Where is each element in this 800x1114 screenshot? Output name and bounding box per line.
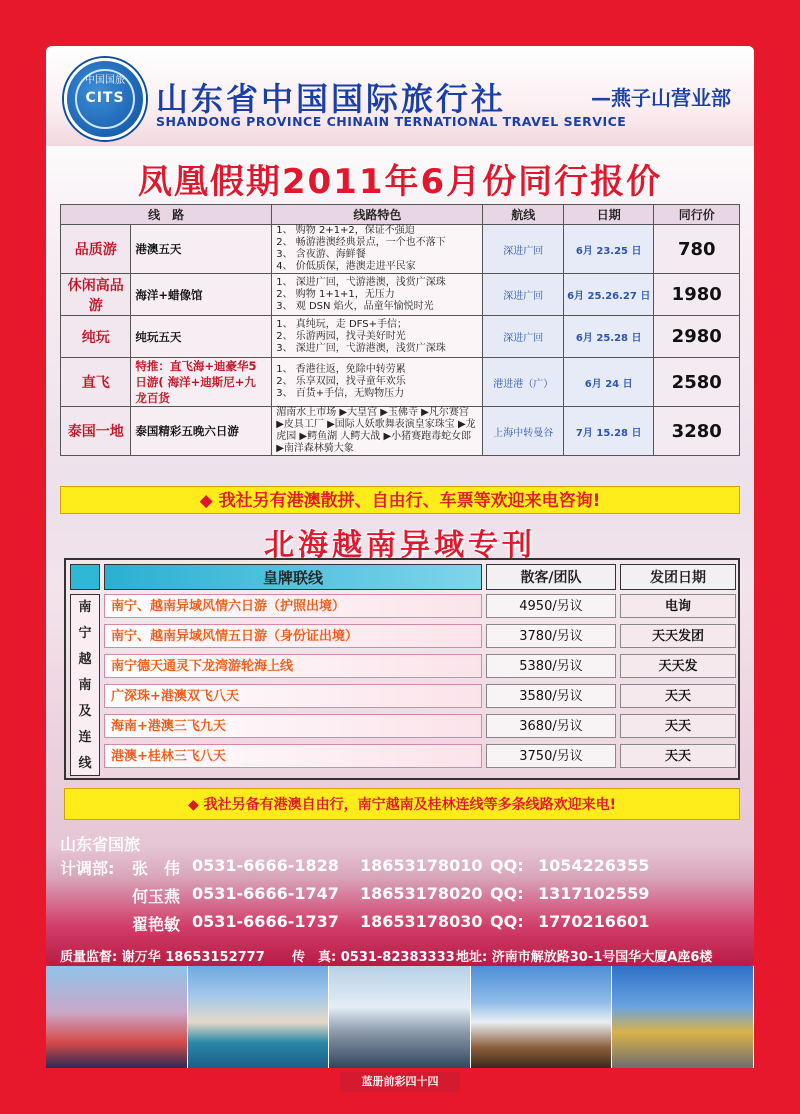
row-route: 海洋+蜡像馆 [131, 274, 272, 316]
row-price: 3680/另议 [486, 714, 616, 738]
contact-mobile: 18653178030 [360, 912, 483, 931]
row-price: 3780/另议 [486, 624, 616, 648]
row-date: 天天发 [620, 654, 736, 678]
row-price: 3750/另议 [486, 744, 616, 768]
company-name-en: SHANDONG PROVINCE CHINAIN TERNATIONAL TRAVEL SERVICE [156, 114, 627, 129]
row-price: 4950/另议 [486, 594, 616, 618]
row-route: 泰国精彩五晚六日游 [131, 407, 272, 456]
vietnam-table [64, 558, 740, 780]
row-route: 南宁、越南异域风情五日游（身份证出境） [104, 624, 482, 648]
row-date: 6月 24 日 [563, 358, 654, 407]
table-row [61, 407, 740, 456]
row-date: 天天 [620, 744, 736, 768]
feature-line: 2、 乐享双园，找寻童年欢乐 [276, 376, 406, 387]
row-price: 3280 [654, 407, 740, 456]
feature-line: 1、 香港往返，免除中转劳累 [276, 364, 406, 375]
contact-qq: 1317102559 [538, 884, 650, 903]
table-row [61, 225, 740, 274]
col-price: 同行价 [654, 205, 740, 225]
row-category: 品质游 [61, 225, 131, 274]
contact-mobile: 18653178020 [360, 884, 483, 903]
photo-waterfront-cafe [471, 966, 613, 1068]
side-label [70, 594, 100, 776]
photo-disney-castle [46, 966, 188, 1068]
photo-harbor-skyline [329, 966, 471, 1068]
row-air: 上海中转曼谷 [483, 407, 563, 456]
quality-supervisor: 质量监督: 谢万华 18653152777 [60, 950, 265, 965]
cits-logo-icon [64, 58, 146, 140]
row-route: 广深珠+港澳双飞八天 [104, 684, 482, 708]
col-route: 皇牌联线 [104, 564, 482, 590]
row-route: 特推：直飞海+迪豪华5 日游( 海洋+迪斯尼+九龙百货 [131, 358, 272, 407]
section-title: 北海越南异域专刊 [264, 528, 536, 563]
row-date: 6月 25.26.27 日 [563, 274, 654, 316]
content-sheet [46, 46, 754, 966]
row-route: 纯玩五天 [131, 316, 272, 358]
row-air: 港进港（广） [483, 358, 563, 407]
row-route: 港澳五天 [131, 225, 272, 274]
feature-line: 1、 深进广回，弋游港澳，浅赏广深珠 [276, 276, 446, 288]
row-features [272, 358, 483, 407]
contact-qq: 1054226355 [538, 856, 650, 875]
col-date: 日期 [563, 205, 654, 225]
table-row [61, 274, 740, 316]
table-row [104, 744, 736, 770]
row-price: 780 [654, 225, 740, 274]
col-features: 线路特色 [272, 205, 483, 225]
row-price: 1980 [654, 274, 740, 316]
feature-line: 2、 乐游两园，找寻美好时光 [276, 330, 406, 342]
feature-line: 4、 价低质保，港澳走进平民家 [276, 261, 416, 272]
notice-banner: ◆ 我社另有港澳散拼、自由行、车票等欢迎来电咨询! [60, 486, 740, 514]
company-name-cn: 山东省中国国际旅行社 [156, 80, 507, 118]
row-route: 港澳+桂林三飞八天 [104, 744, 482, 768]
feature-line: 3、 百货+手信，无购物压力 [276, 388, 405, 399]
table-header-row [61, 205, 740, 225]
header-blank [70, 564, 100, 590]
table-row [104, 714, 736, 740]
header [46, 46, 754, 146]
table-row [104, 684, 736, 710]
row-category: 泰国一地 [61, 407, 131, 456]
row-date: 天天发团 [620, 624, 736, 648]
photo-strip [46, 966, 754, 1068]
col-air: 航线 [483, 205, 563, 225]
feature-line: 3、 含夜游、海鲜餐 [276, 249, 366, 260]
table-row [61, 358, 740, 407]
contact-name: 翟艳敏 [132, 915, 181, 934]
branch-name: —燕子山营业部 [591, 86, 731, 110]
feature-line: 1、 购物 2+1+2，保证不强迫 [276, 225, 415, 236]
contact-name: 何玉燕 [132, 887, 181, 906]
row-category: 直飞 [61, 358, 131, 407]
row-category: 纯玩 [61, 316, 131, 358]
row-features [272, 225, 483, 274]
contact-tel: 0531-6666-1737 [192, 912, 339, 931]
row-features [272, 407, 483, 456]
row-air: 深进广回 [483, 274, 563, 316]
table-row [104, 594, 736, 620]
notice-banner-2: ◆ 我社另备有港澳自由行，南宁越南及桂林连线等多条线路欢迎来电! [64, 788, 740, 820]
page-footer: 蓝册前彩四十四 [340, 1072, 460, 1092]
contact-org: 山东省国旅 [60, 835, 141, 854]
page-title: 凤凰假期2011年6月份同行报价 [137, 162, 663, 202]
contact-label: 计调部: [60, 859, 115, 878]
contact-row [60, 884, 750, 906]
row-price: 5380/另议 [486, 654, 616, 678]
contact-qq-label: QQ: [490, 884, 524, 903]
contact-qq-label: QQ: [490, 856, 524, 875]
logo-text: CITS [85, 90, 125, 106]
row-category: 休闲高品游 [61, 274, 131, 316]
contact-tel: 0531-6666-1828 [192, 856, 339, 875]
contact-mobile: 18653178010 [360, 856, 483, 875]
side-char: 连 [78, 730, 92, 745]
row-date: 天天 [620, 684, 736, 708]
row-date: 电询 [620, 594, 736, 618]
row-date: 6月 23.25 日 [563, 225, 654, 274]
row-route: 海南+港澳三飞九天 [104, 714, 482, 738]
row-route: 南宁、越南异域风情六日游（护照出境） [104, 594, 482, 618]
col-date: 发团日期 [620, 564, 736, 590]
contact-row [60, 912, 750, 934]
photo-golden-bauhinia [612, 966, 754, 1068]
side-char: 宁 [78, 626, 92, 641]
row-date: 天天 [620, 714, 736, 738]
contact-row [60, 856, 750, 878]
row-date: 6月 25.28 日 [563, 316, 654, 358]
contact-qq-label: QQ: [490, 912, 524, 931]
price-table [60, 204, 740, 456]
feature-line: 湄南水上市场 ▶大皇宫 ▶玉佛寺 ▶凡尔赛宫 ▶皮具工厂 ▶国际人妖歌舞表演皇家珠宝 ▶龙虎园 ▶鳄鱼湖 人鳄大战 ▶小猪赛跑毒蛇女郎 ▶南洋森林骑大象 [276, 407, 476, 454]
row-features [272, 274, 483, 316]
feature-line: 1、 真纯玩，走 DFS+手信； [276, 318, 407, 330]
row-price: 2980 [654, 316, 740, 358]
col-route: 线 路 [61, 205, 272, 225]
logo-cn-text: 中国国旅 [85, 75, 125, 86]
side-char: 南 [78, 678, 92, 693]
feature-line: 3、 深进广回，弋游港澳，浅赏广深珠 [276, 342, 446, 354]
feature-line: 2、 畅游港澳经典景点，一个也不落下 [276, 237, 446, 248]
table-row [104, 624, 736, 650]
row-air: 深进广回 [483, 316, 563, 358]
address: 地址: 济南市解放路30-1号国华大厦A座6楼 [456, 950, 713, 965]
col-price: 散客/团队 [486, 564, 616, 590]
row-air: 深进广回 [483, 225, 563, 274]
side-char: 越 [78, 652, 92, 667]
contact-name: 张 伟 [132, 859, 181, 878]
fax: 传 真: 0531-82383333 [292, 950, 455, 965]
contact-qq: 1770216601 [538, 912, 650, 931]
row-route: 南宁德天通灵下龙湾游轮海上线 [104, 654, 482, 678]
table-row [104, 654, 736, 680]
side-char: 南 [78, 600, 92, 615]
row-date: 7月 15.28 日 [563, 407, 654, 456]
side-char: 线 [78, 756, 92, 771]
row-price: 3580/另议 [486, 684, 616, 708]
contact-tel: 0531-6666-1747 [192, 884, 339, 903]
feature-line: 2、 购物 1+1+1，无压力 [276, 288, 395, 300]
row-features [272, 316, 483, 358]
side-char: 及 [78, 704, 92, 719]
table-row [61, 316, 740, 358]
row-price: 2580 [654, 358, 740, 407]
photo-coastline [188, 966, 330, 1068]
feature-line: 3、 观 DSN 焰火，品童年愉悦时光 [276, 300, 434, 312]
